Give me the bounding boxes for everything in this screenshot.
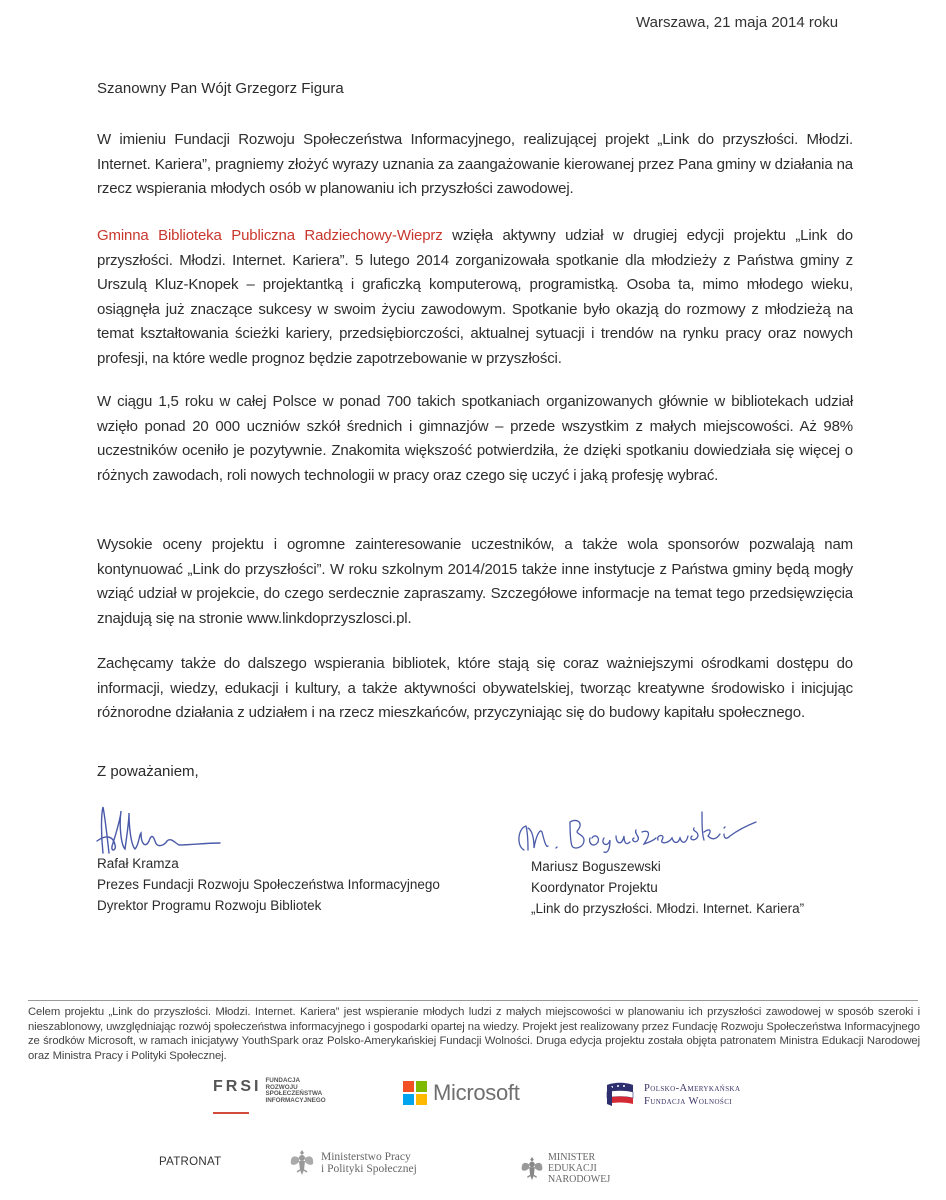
polish-eagle-icon <box>289 1148 315 1178</box>
pafw-line: Fundacja Wolności <box>644 1096 732 1107</box>
paragraph-2-text: wzięła aktywny udział w drugiej edycji projektu „Link do przyszłości. Młodzi. Internet. Kariera”. 5 lutego 2014 zorganizowała spotkanie dla młodzieży z Państwa gminy z Urszulą Kluz-Knopek – projektantką i graficzką komputerową, programistką. Osoba ta, mimo młodego wieku, osiągnęła już znaczące sukcesy w swoim życiu zawodowym. Spotkanie było okazją do rozmowy z młodzieżą na temat kształtowania ścieżki kariery, przedsiębiorczości, aktualnej sytuacji i trendów na rynku pracy oraz nowych profesji, na które wedle prognoz będzie zapotrzebowanie w przyszłości. <box>97 227 853 367</box>
frsi-line: INFORMACYJNEGO <box>265 1096 326 1104</box>
paragraph-3: W ciągu 1,5 roku w całej Polsce w ponad 700 takich spotkaniach organizowanych głównie w bibliotekach udział wzięło ponad 20 000 uczniów szkół średnich i gimnazjów – przede wszystkim z małych miejscowości. Aż 98% uczestników oceniło je pozytywnie. Znakomita większość potwierdziła, że dzięki spotkaniu dowiedziała się więcej o różnych zawodach, roli nowych technologii w pracy oraz czego się uczyć i jaką profesję wybrać. <box>97 393 853 484</box>
closing: Z poważaniem, <box>97 763 199 780</box>
ministry-labour-name <box>321 1151 417 1176</box>
pafw-wordmark <box>644 1082 740 1108</box>
paragraph-2 <box>97 224 853 371</box>
frsi-line: FUNDACJA <box>265 1077 301 1084</box>
ms-square-blue <box>403 1094 414 1105</box>
signatory-name: Rafał Kramza <box>97 856 179 871</box>
signatory-left <box>97 853 440 916</box>
pafw-flag-icon <box>604 1082 636 1108</box>
patronage-label: PATRONAT <box>159 1156 222 1168</box>
patron-line: Ministerstwo Pracy <box>321 1150 411 1163</box>
frsi-logo-bar <box>213 1112 249 1114</box>
signatory-title: Koordynator Projektu <box>531 880 658 895</box>
ms-square-red <box>403 1081 414 1092</box>
frsi-logo-subtitle <box>265 1078 325 1104</box>
paragraph-4: Wysokie oceny projektu i ogromne zainteresowanie uczestników, a także wola sponsorów pozwalają nam kontynuować „Link do przyszłości”. W roku szkolnym 2014/2015 także inne instytucje z Państwa gminy będą mogły wziąć udział w projekcie, do czego serdecznie zapraszamy. Szczegółowe informacje na temat tego przedsięwzięcia znajdują się na stronie www.linkdoprzyszlosci.pl. <box>97 536 853 627</box>
microsoft-logo <box>403 1080 520 1106</box>
signatory-name: Mariusz Boguszewski <box>531 859 661 874</box>
ministry-labour-logo <box>289 1148 417 1178</box>
pafw-line: Polsko-Amerykańska <box>644 1083 741 1094</box>
signatory-title: Dyrektor Programu Rozwoju Bibliotek <box>97 898 322 913</box>
polish-eagle-icon <box>520 1155 544 1183</box>
signatory-right <box>531 856 804 919</box>
footer-divider <box>28 1000 918 1001</box>
footer-note: Celem projektu „Link do przyszłości. Młodzi. Internet. Kariera” jest wspieranie młodych ludzi z małych miejscowości w planowaniu ich przyszłości zawodowej w sposób szeroki i nieszablonowy, uwzględniając rozwój społeczeństwa informacyjnego i gospodarki opartej na wiedzy. Projekt jest realizowany przez Fundację Rozwoju Społeczeństwa Informacyjnego ze środków Microsoft, w ramach inicjatywy YouthSpark oraz Polsko-Amerykańskiej Fundacji Wolności. Druga edycja projektu została objęta patronatem Ministra Edukacji Narodowej oraz Ministra Pracy i Polityki Społecznej. <box>28 1006 920 1062</box>
paragraph-1: W imieniu Fundacji Rozwoju Społeczeństwa Informacyjnego, realizującej projekt „Link do przyszłości. Młodzi. Internet. Kariera”, pragniemy złożyć wyrazy uznania za zaangażowanie kierowanej przez Pana gminy w działania na rzecz wspierania młodych osób w planowaniu ich przyszłości zawodowej. <box>97 131 853 197</box>
signature-kramza <box>95 805 235 860</box>
frsi-line: ROZWOJU <box>265 1083 298 1091</box>
letter-date: Warszawa, 21 maja 2014 roku <box>636 14 839 31</box>
microsoft-windows-icon <box>403 1081 427 1105</box>
frsi-logo-letters: FRSI <box>213 1078 262 1095</box>
ms-square-green <box>416 1081 427 1092</box>
microsoft-wordmark: Microsoft <box>433 1080 520 1105</box>
paragraph-5: Zachęcamy także do dalszego wspierania bibliotek, które stają się coraz ważniejszymi ośrodkami dostępu do informacji, wiedzy, edukacji i kultury, a także aktywności obywatelskiej, tworząc kreatywne środowisko i inicjując różnorodne działania z udziałem i na rzecz mieszkańców, przyczyniając się do budowy kapitału społecznego. <box>97 655 853 721</box>
signature-boguszewski <box>512 800 772 855</box>
pafw-logo <box>604 1082 740 1108</box>
ministry-education-name <box>548 1152 610 1185</box>
library-name-highlight: Gminna Biblioteka Publiczna Radziechowy-Wieprz <box>97 227 443 244</box>
patron-line: NARODOWEJ <box>548 1174 611 1185</box>
frsi-line: SPOŁECZEŃSTWA <box>265 1090 323 1097</box>
signatory-title: „Link do przyszłości. Młodzi. Internet. Kariera” <box>531 901 805 916</box>
ms-square-yellow <box>416 1094 427 1105</box>
patron-line: EDUKACJI <box>548 1163 597 1174</box>
patron-line: i Polityki Społecznej <box>321 1163 417 1175</box>
patron-line: MINISTER <box>548 1152 596 1163</box>
salutation: Szanowny Pan Wójt Grzegorz Figura <box>97 80 344 97</box>
frsi-logo <box>213 1078 326 1114</box>
ministry-education-logo <box>520 1152 610 1185</box>
signatory-title: Prezes Fundacji Rozwoju Społeczeństwa Informacyjnego <box>97 877 440 892</box>
